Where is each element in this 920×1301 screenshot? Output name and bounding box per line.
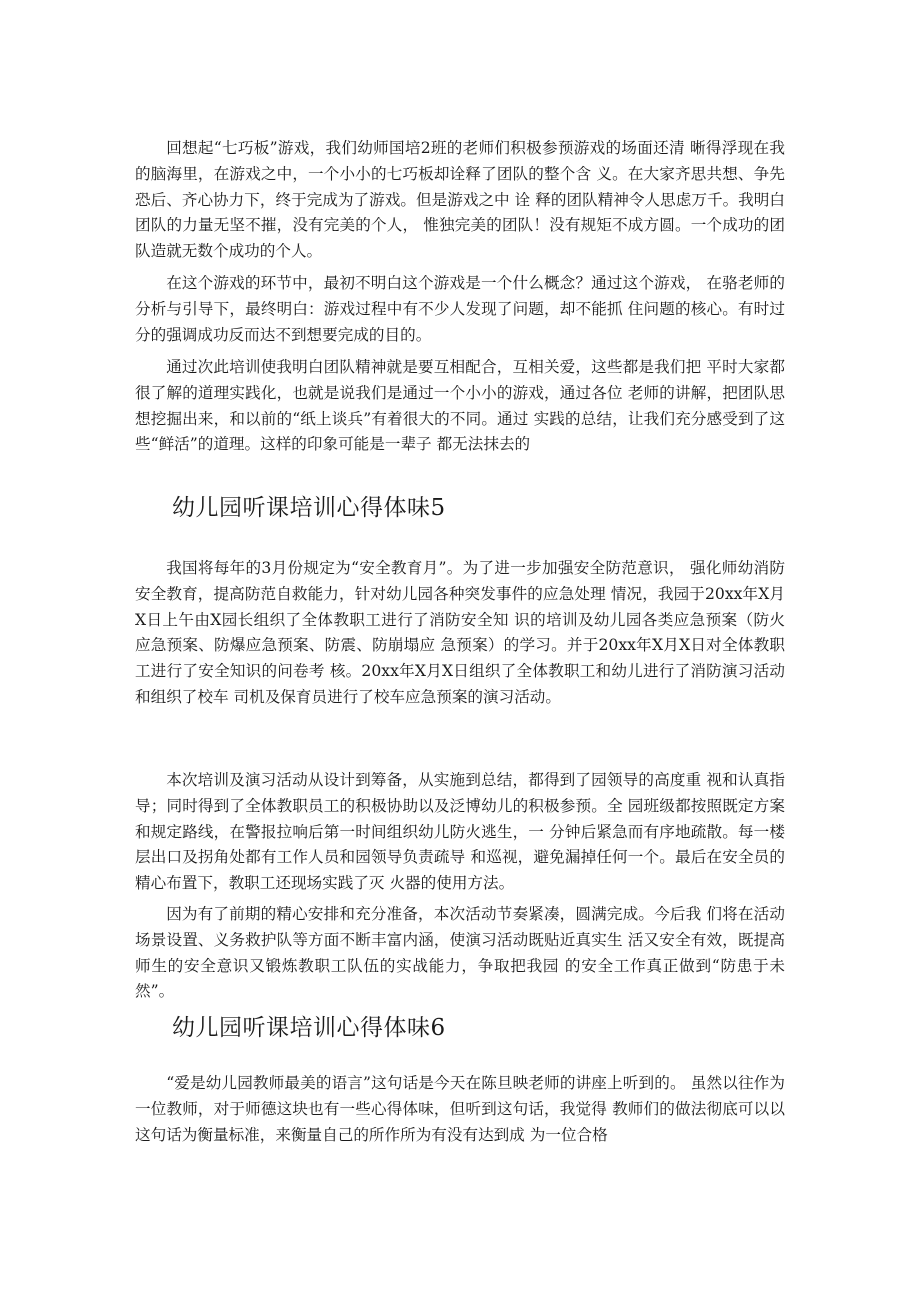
section-5-title: 幼儿园听课培训心得体味5 [172,495,446,521]
section-6-title: 幼儿园听课培训心得体味6 [172,1015,446,1041]
paragraph-drill-conclusion: 因为有了前期的精心安排和充分准备，本次活动节奏紧凑，圆满完成。今后我 们将在活动场景设置、义务救护队等方面不断丰富内涵，使演习活动既贴近真实生 活又安全有效，既提高师生的安全意识又锻炼教职工队伍的实战能力，争取把我园 的安全工作真正做到“防患于未然”。 [135,905,785,1001]
paragraph-tangram-game: 回想起“七巧板”游戏，我们幼师国培2班的老师们积极参预游戏的场面还清 晰得浮现在我的脑海里，在游戏之中，一个小小的七巧板却诠释了团队的整个含 义。在大家齐思共想、争先恐后、齐心协力下，终于完成为了游戏。但是游戏之中 诠 释的团队精神令人思虑万千。我明白团队的力量无坚不摧，没有完美的个人， 惟独完美的团队！没有规矩不成方圆。一个成功的团队造就无数个成功的个人。 [135,139,785,261]
paragraph-teacher-love: “爱是幼儿园教师最美的语言”这句话是今天在陈旦映老师的讲座上听到的。 虽然以往作为一位教师，对于师德这块也有一些心得体味，但听到这句话，我觉得 教师们的做法彻底可以以这句话为衡量标准，来衡量自己的所作所为有没有达到成 为一位合格 [135,1074,785,1144]
paragraph-game-concept: 在这个游戏的环节中，最初不明白这个游戏是一个什么概念？通过这个游戏， 在骆老师的分析与引导下，最终明白：游戏过程中有不少人发现了问题，却不能抓 住问题的核心。有时过分的强调成功反而达不到想要完成的目的。 [135,274,785,344]
paragraph-safety-month: 我国将每年的3月份规定为“安全教育月”。为了进一步加强安全防范意识， 强化师幼消防安全教育，提高防范自救能力，针对幼儿园各种突发事件的应急处理 情况，我园于20xx年X月X日上午由X园长组织了全体教职工进行了消防安全知 识的培训及幼儿园各类应急预案（防火应急预案、防爆应急预案、防震、防崩塌应 急预案）的学习。并于20xx年X月X日对全体教职工进行了安全知识的问卷考 核。20xx年X月X日组织了全体教职工和幼儿进行了消防演习活动和组织了校车 司机及保育员进行了校车应急预案的演习活动。 [135,559,785,706]
paragraph-drill-activity: 本次培训及演习活动从设计到筹备，从实施到总结，都得到了园领导的高度重 视和认真指导；同时得到了全体教职员工的积极协助以及泛博幼儿的积极参预。全 园班级都按照既定方案和规定路线，在警报拉响后第一时间组织幼儿防火逃生，一 分钟后紧急而有序地疏散。每一楼层出口及拐角处都有工作人员和园领导负责疏导 和巡视，避免漏掉任何一个。最后在安全员的精心布置下，教职工还现场实践了灭 火器的使用方法。 [135,771,785,893]
paragraph-team-spirit: 通过次此培训使我明白团队精神就是要互相配合，互相关爱，这些都是我们把 平时大家都很了解的道理实践化，也就是说我们是通过一个小小的游戏，通过各位 老师的讲解，把团队思想挖掘出来，和以前的“纸上谈兵”有着很大的不同。通过 实践的总结，让我们充分感受到了这些“鲜活”的道理。这样的印象可能是一辈子 都无法抹去的 [135,358,785,454]
